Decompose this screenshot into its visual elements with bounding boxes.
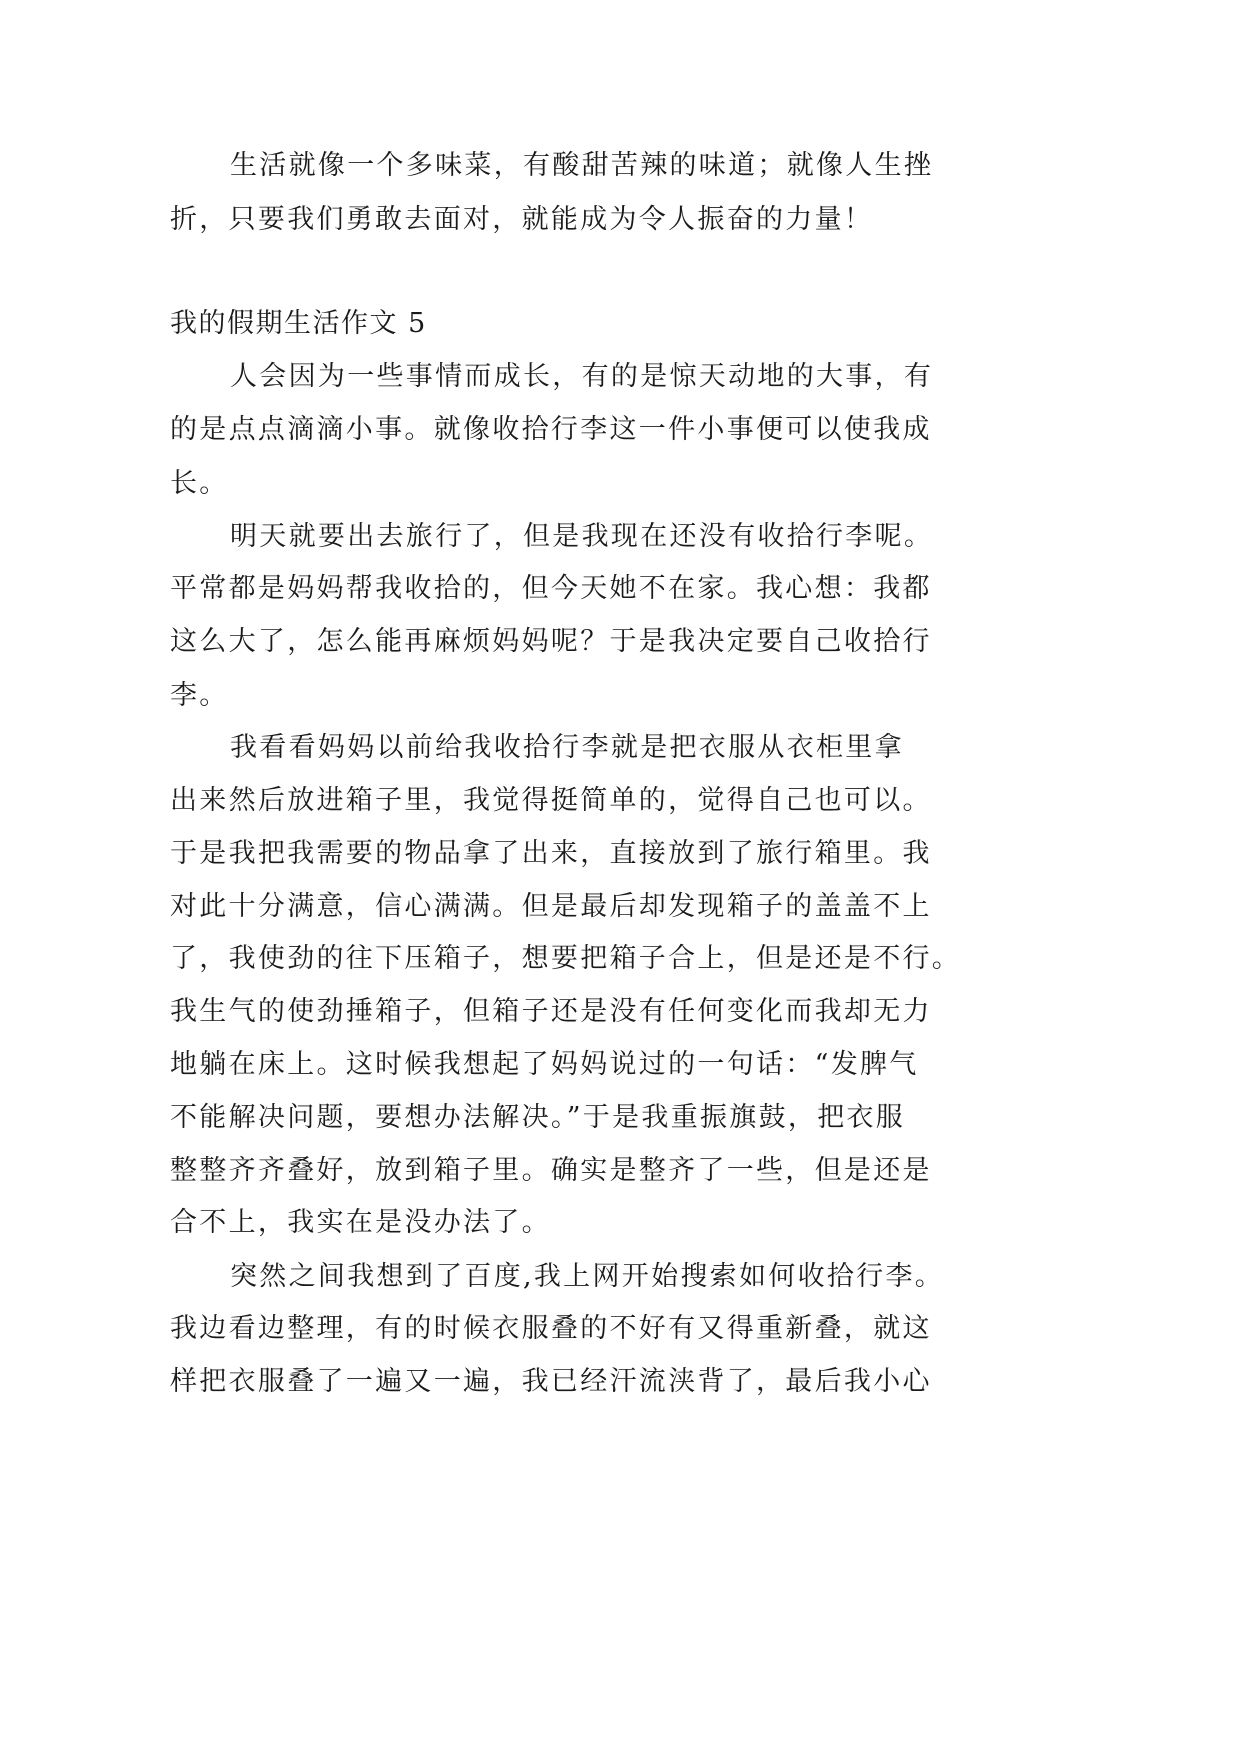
paragraph-line: 了，我使劲的往下压箱子，想要把箱子合上，但是还是不行。 [170, 943, 962, 974]
paragraph-line: 突然之间我想到了百度,我上网开始搜索如何收拾行李。 [230, 1261, 945, 1292]
paragraph-line: 这么大了，怎么能再麻烦妈妈呢？于是我决定要自己收拾行 [170, 626, 932, 657]
paragraph-line: 的是点点滴滴小事。就像收拾行李这一件小事便可以使我成 [170, 414, 932, 445]
paragraph-line: 于是我把我需要的物品拿了出来，直接放到了旅行箱里。我 [170, 838, 932, 869]
paragraph-line: 地躺在床上。这时候我想起了妈妈说过的一句话：“发脾气 [170, 1049, 919, 1080]
paragraph-line: 平常都是妈妈帮我收拾的，但今天她不在家。我心想：我都 [170, 573, 932, 604]
paragraph-line: 李。 [170, 680, 229, 711]
paragraph-line: 样把衣服叠了一遍又一遍，我已经汗流浃背了，最后我小心 [170, 1366, 932, 1397]
section-title: 我的假期生活作文 5 [170, 308, 427, 339]
paragraph-line: 我边看边整理，有的时候衣服叠的不好有又得重新叠，就这 [170, 1313, 932, 1344]
intro-line: 折，只要我们勇敢去面对，就能成为令人振奋的力量！ [170, 204, 874, 235]
paragraph-line: 我生气的使劲捶箱子，但箱子还是没有任何变化而我却无力 [170, 996, 932, 1027]
paragraph-line: 人会因为一些事情而成长，有的是惊天动地的大事，有 [230, 361, 934, 392]
paragraph-line: 合不上，我实在是没办法了。 [170, 1207, 551, 1238]
paragraph-line: 我看看妈妈以前给我收拾行李就是把衣服从衣柜里拿 [230, 732, 904, 763]
paragraph-line: 出来然后放进箱子里，我觉得挺简单的，觉得自己也可以。 [170, 785, 932, 816]
paragraph-line: 对此十分满意，信心满满。但是最后却发现箱子的盖盖不上 [170, 891, 932, 922]
paragraph-line: 不能解决问题，要想办法解决。”于是我重振旗鼓，把衣服 [170, 1102, 906, 1133]
paragraph-line: 明天就要出去旅行了，但是我现在还没有收拾行李呢。 [230, 521, 934, 552]
paragraph-line: 整整齐齐叠好，放到箱子里。确实是整齐了一些，但是还是 [170, 1155, 932, 1186]
intro-line: 生活就像一个多味菜，有酸甜苦辣的味道；就像人生挫 [230, 150, 934, 181]
paragraph-line: 长。 [170, 468, 229, 499]
